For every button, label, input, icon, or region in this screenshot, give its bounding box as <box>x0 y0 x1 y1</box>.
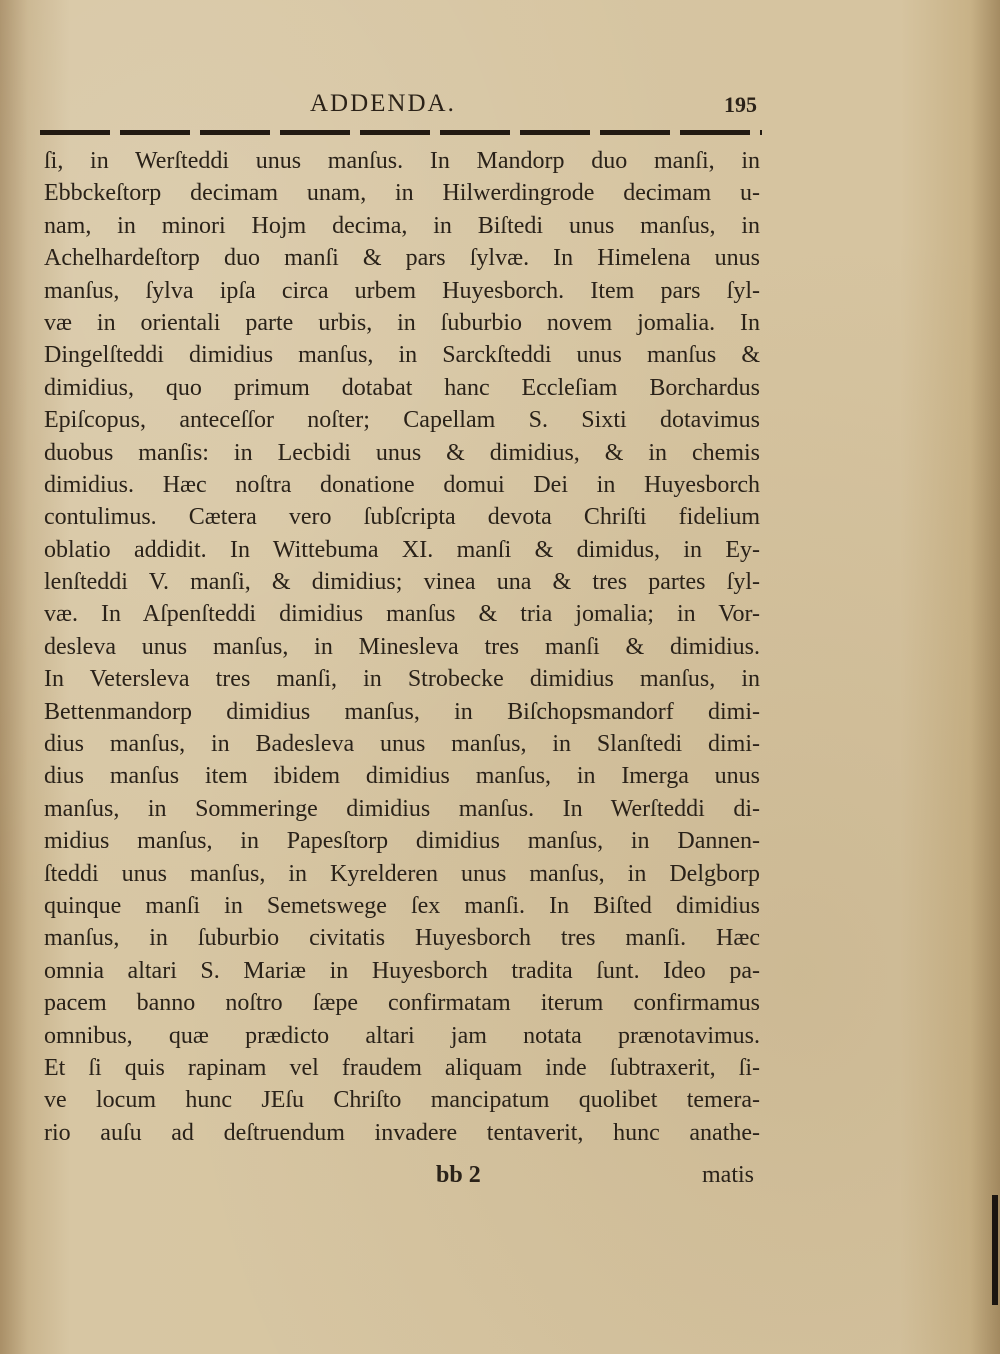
text-line: omnia altari S. Mariæ in Huyesborch tradita ſunt. Ideo pa- <box>44 957 760 984</box>
body-text <box>44 145 760 1149</box>
text-line: rio auſu ad deſtruendum invadere tentaverit, hunc anathe- <box>44 1119 760 1146</box>
text-line: væ in orientali parte urbis, in ſuburbio novem jomalia. In <box>44 309 760 336</box>
text-line: lenſteddi V. manſi, & dimidius; vinea una & tres partes ſyl- <box>44 569 760 596</box>
text-line: Epiſcopus, anteceſſor noſter; Capellam S. Sixti dotavimus <box>44 407 760 434</box>
text-line: duobus manſis: in Lecbidi unus & dimidius, & in chemis <box>44 439 760 466</box>
page-edge-shadow <box>992 1195 998 1305</box>
text-line: omnibus, quæ prædicto altari jam notata prænotavimus. <box>44 1022 760 1049</box>
text-line: Ebbckeſtorp decimam unam, in Hilwerdingrode decimam u- <box>44 180 760 207</box>
text-line: dimidius. Hæc noſtra donatione domui Dei in Huyesborch <box>44 471 760 498</box>
text-line: dius manſus item ibidem dimidius manſus, in Imerga unus <box>44 763 760 790</box>
text-line: Achelhardeſtorp duo manſi & pars ſylvæ. In Himelena unus <box>44 245 760 272</box>
text-line: Bettenmandorp dimidius manſus, in Biſchopsmandorf dimi- <box>44 698 760 725</box>
page-number: 195 <box>724 92 757 117</box>
text-line: dius manſus, in Badesleva unus manſus, in Slanſtedi dimi- <box>44 731 760 758</box>
text-line: ve locum hunc JEſu Chriſto mancipatum quolibet temera- <box>44 1087 760 1114</box>
running-head: ADDENDA. <box>310 90 456 117</box>
text-line: quinque manſi in Semetswege ſex manſi. In Biſted dimidius <box>44 892 760 919</box>
page-footer <box>44 1162 760 1194</box>
page-header <box>40 86 770 126</box>
text-line: dimidius, quo primum dotabat hanc Eccleſiam Borchardus <box>44 374 760 401</box>
catchword: matis <box>702 1162 754 1188</box>
text-line: contulimus. Cætera vero ſubſcripta devota Chriſti fidelium <box>44 504 760 531</box>
text-line: nam, in minori Hojm decima, in Biſtedi unus manſus, in <box>44 212 760 239</box>
text-line: væ. In Aſpenſteddi dimidius manſus & tria jomalia; in Vor- <box>44 601 760 628</box>
signature-mark: bb 2 <box>436 1162 481 1188</box>
text-line: manſus, in Sommeringe dimidius manſus. In Werſteddi di- <box>44 795 760 822</box>
text-line: ſi, in Werſteddi unus manſus. In Mandorp duo manſi, in <box>44 148 760 174</box>
text-line: pacem banno noſtro ſæpe confirmatam iterum confirmamus <box>44 990 760 1017</box>
text-line: ſteddi unus manſus, in Kyrelderen unus manſus, in Delgborp <box>44 860 760 887</box>
text-line: oblatio addidit. In Wittebuma XI. manſi & dimidus, in Ey- <box>44 536 760 563</box>
text-line: In Vetersleva tres manſi, in Strobecke dimidius manſus, in <box>44 666 760 693</box>
text-line: manſus, ſylva ipſa circa urbem Huyesborch. Item pars ſyl- <box>44 277 760 304</box>
text-line: midius manſus, in Papesſtorp dimidius manſus, in Dannen- <box>44 828 760 855</box>
header-rule <box>40 130 762 135</box>
text-line: manſus, in ſuburbio civitatis Huyesborch tres manſi. Hæc <box>44 925 760 952</box>
text-line: Et ſi quis rapinam vel fraudem aliquam inde ſubtraxerit, ſi- <box>44 1054 760 1081</box>
text-line: Dingelſteddi dimidius manſus, in Sarckſteddi unus manſus & <box>44 342 760 369</box>
text-line: desleva unus manſus, in Minesleva tres manſi & dimidius. <box>44 633 760 660</box>
